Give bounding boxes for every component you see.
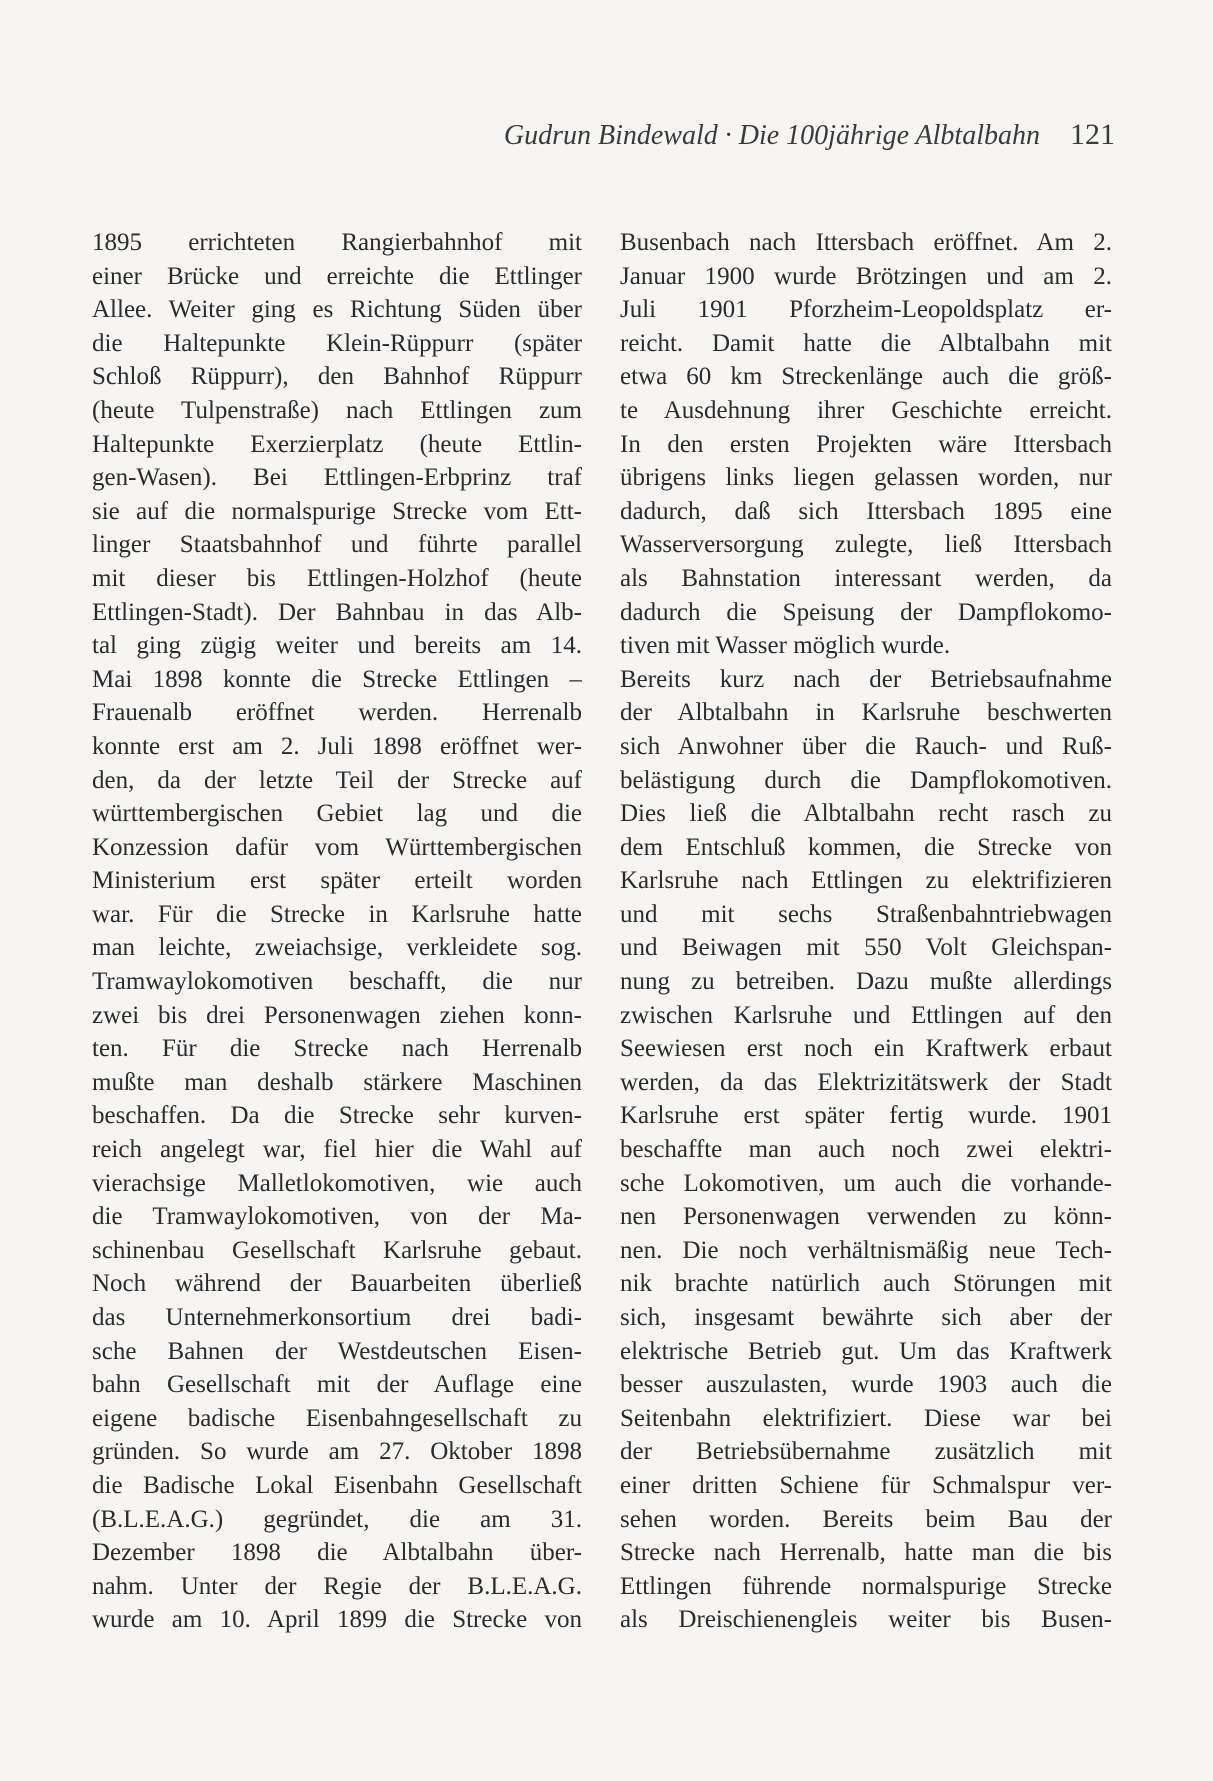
- text-line: Wasserversorgung zulegte, ließ Ittersbach: [620, 531, 1112, 559]
- text-line: nen Personenwagen verwenden zu könn-: [620, 1203, 1112, 1231]
- text-line: sich, insgesamt bewährte sich aber der: [620, 1304, 1112, 1331]
- text-line: mußte man deshalb stärkere Maschinen: [92, 1068, 582, 1096]
- text-line: Karlsruhe erst später fertig wurde. 1901: [620, 1102, 1112, 1130]
- text-line: zwischen Karlsruhe und Ettlingen auf den: [620, 1001, 1112, 1029]
- text-line: beschaffen. Da die Strecke sehr kurven-: [92, 1102, 582, 1130]
- text-line: beschaffte man auch noch zwei elektri-: [620, 1136, 1112, 1164]
- text-line: mit dieser bis Ettlingen-Holzhof (heute: [92, 564, 582, 592]
- text-line: bahn Gesellschaft mit der Auflage eine: [92, 1371, 582, 1399]
- text-line: war. Für die Strecke in Karlsruhe hatte: [92, 900, 582, 928]
- text-line: etwa 60 km Streckenlänge auch die größ-: [620, 363, 1112, 391]
- text-line: sehen worden. Bereits beim Bau der: [620, 1505, 1112, 1533]
- text-line: sie auf die normalspurige Strecke vom Ett-: [92, 497, 582, 525]
- text-line: als Dreischienengleis weiter bis Busen-: [620, 1606, 1112, 1634]
- text-line: Konzession dafür vom Württembergischen: [92, 833, 582, 861]
- text-line: sich Anwohner über die Rauch- und Ruß-: [620, 732, 1112, 760]
- text-line: 1895 errichteten Rangierbahnhof mit: [92, 229, 582, 256]
- text-line: Schloß Rüppurr), den Bahnhof Rüppurr: [92, 363, 582, 391]
- text-line: einer Brücke und erreichte die Ettlinger: [92, 262, 582, 290]
- text-line: man leichte, zweiachsige, verkleidete sog.: [92, 934, 582, 962]
- text-line: Strecke nach Herrenalb, hatte man die bis: [620, 1539, 1112, 1567]
- text-line: nung zu betreiben. Dazu mußte allerdings: [620, 968, 1112, 996]
- text-line: nahm. Unter der Regie der B.L.E.A.G.: [92, 1572, 582, 1600]
- text-line: die Haltepunkte Klein-Rüppurr (später: [92, 329, 582, 357]
- text-line: Ettlingen führende normalspurige Strecke: [620, 1572, 1112, 1600]
- text-line: das Unternehmerkonsortium drei badi-: [92, 1304, 582, 1331]
- text-line: besser auszulasten, wurde 1903 auch die: [620, 1371, 1112, 1399]
- text-line: als Bahnstation interessant werden, da: [620, 564, 1112, 592]
- text-line: und Beiwagen mit 550 Volt Gleichspan-: [620, 934, 1112, 962]
- text-line: dem Entschluß kommen, die Strecke von: [620, 833, 1112, 861]
- text-line: den, da der letzte Teil der Strecke auf: [92, 766, 582, 794]
- text-line: sche Bahnen der Westdeutschen Eisen-: [92, 1337, 582, 1365]
- text-line: sche Lokomotiven, um auch die vorhande-: [620, 1169, 1112, 1197]
- text-line: werden, da das Elektrizitätswerk der Stadt: [620, 1068, 1112, 1096]
- page-number: 121: [1070, 118, 1115, 151]
- text-line: Karlsruhe nach Ettlingen zu elektrifizieren: [620, 867, 1112, 895]
- text-line: der Betriebsübernahme zusätzlich mit: [620, 1438, 1112, 1466]
- text-line: Januar 1900 wurde Brötzingen und am 2.: [620, 262, 1112, 290]
- text-line: die Badische Lokal Eisenbahn Gesellschaft: [92, 1471, 582, 1499]
- text-line: ten. Für die Strecke nach Herrenalb: [92, 1035, 582, 1063]
- text-line: linger Staatsbahnhof und führte parallel: [92, 531, 582, 559]
- text-line: Dies ließ die Albtalbahn recht rasch zu: [620, 800, 1112, 828]
- text-line: belästigung durch die Dampflokomotiven.: [620, 766, 1112, 794]
- text-line: reich angelegt war, fiel hier die Wahl auf: [92, 1136, 582, 1164]
- text-line: elektrische Betrieb gut. Um das Kraftwerk: [620, 1337, 1112, 1365]
- running-title: Gudrun Bindewald · Die 100jährige Albtalbahn: [503, 120, 1040, 151]
- text-line: gen-Wasen). Bei Ettlingen-Erbprinz traf: [92, 464, 582, 492]
- text-line: (heute Tulpenstraße) nach Ettlingen zum: [92, 396, 582, 424]
- text-line: (B.L.E.A.G.) gegründet, die am 31.: [92, 1505, 582, 1533]
- text-line: te Ausdehnung ihrer Geschichte erreicht.: [620, 396, 1112, 424]
- text-line: der Albtalbahn in Karlsruhe beschwerten: [620, 699, 1112, 727]
- text-line: wurde am 10. April 1899 die Strecke von: [92, 1606, 582, 1634]
- text-line: Busenbach nach Ittersbach eröffnet. Am 2.: [620, 229, 1112, 256]
- text-line: vierachsige Malletlokomotiven, wie auch: [92, 1169, 582, 1197]
- text-line: übrigens links liegen gelassen worden, nur: [620, 464, 1112, 492]
- text-line: zwei bis drei Personenwagen ziehen konn-: [92, 1001, 582, 1029]
- text-line: konnte erst am 2. Juli 1898 eröffnet wer-: [92, 732, 582, 760]
- text-line: Dezember 1898 die Albtalbahn über-: [92, 1539, 582, 1567]
- text-line: Frauenalb eröffnet werden. Herrenalb: [92, 699, 582, 727]
- text-line: nen. Die noch verhältnismäßig neue Tech-: [620, 1236, 1112, 1264]
- text-line: In den ersten Projekten wäre Ittersbach: [620, 430, 1112, 458]
- text-line: Bereits kurz nach der Betriebsaufnahme: [620, 665, 1112, 693]
- text-line: Seitenbahn elektrifiziert. Diese war bei: [620, 1404, 1112, 1432]
- text-line: eigene badische Eisenbahngesellschaft zu: [92, 1404, 582, 1432]
- text-line: Haltepunkte Exerzierplatz (heute Ettlin-: [92, 430, 582, 458]
- text-line: Allee. Weiter ging es Richtung Süden über: [92, 296, 582, 324]
- text-line: württembergischen Gebiet lag und die: [92, 800, 582, 828]
- left-column: [92, 226, 582, 1637]
- text-line: schinenbau Gesellschaft Karlsruhe gebaut.: [92, 1236, 582, 1264]
- running-header: [504, 118, 1115, 152]
- text-line: Juli 1901 Pforzheim-Leopoldsplatz er-: [620, 296, 1112, 324]
- right-column: [620, 226, 1112, 1637]
- text-line: reicht. Damit hatte die Albtalbahn mit: [620, 329, 1112, 357]
- text-line: Mai 1898 konnte die Strecke Ettlingen –: [92, 665, 582, 693]
- text-line: und mit sechs Straßenbahntriebwagen: [620, 900, 1112, 928]
- text-line: tiven mit Wasser möglich wurde.: [620, 632, 951, 660]
- text-line: einer dritten Schiene für Schmalspur ver-: [620, 1471, 1112, 1499]
- text-line: Ettlingen-Stadt). Der Bahnbau in das Alb-: [92, 598, 582, 626]
- text-line: dadurch die Speisung der Dampflokomo-: [620, 598, 1112, 626]
- text-line: Noch während der Bauarbeiten überließ: [92, 1270, 582, 1298]
- text-line: die Tramwaylokomotiven, von der Ma-: [92, 1203, 582, 1231]
- text-line: nik brachte natürlich auch Störungen mit: [620, 1270, 1112, 1298]
- text-line: Seewiesen erst noch ein Kraftwerk erbaut: [620, 1035, 1112, 1063]
- text-line: Tramwaylokomotiven beschafft, die nur: [92, 968, 582, 996]
- text-line: tal ging zügig weiter und bereits am 14.: [92, 632, 582, 660]
- text-line: Ministerium erst später erteilt worden: [92, 867, 582, 895]
- text-line: dadurch, daß sich Ittersbach 1895 eine: [620, 497, 1112, 525]
- text-line: gründen. So wurde am 27. Oktober 1898: [92, 1438, 582, 1466]
